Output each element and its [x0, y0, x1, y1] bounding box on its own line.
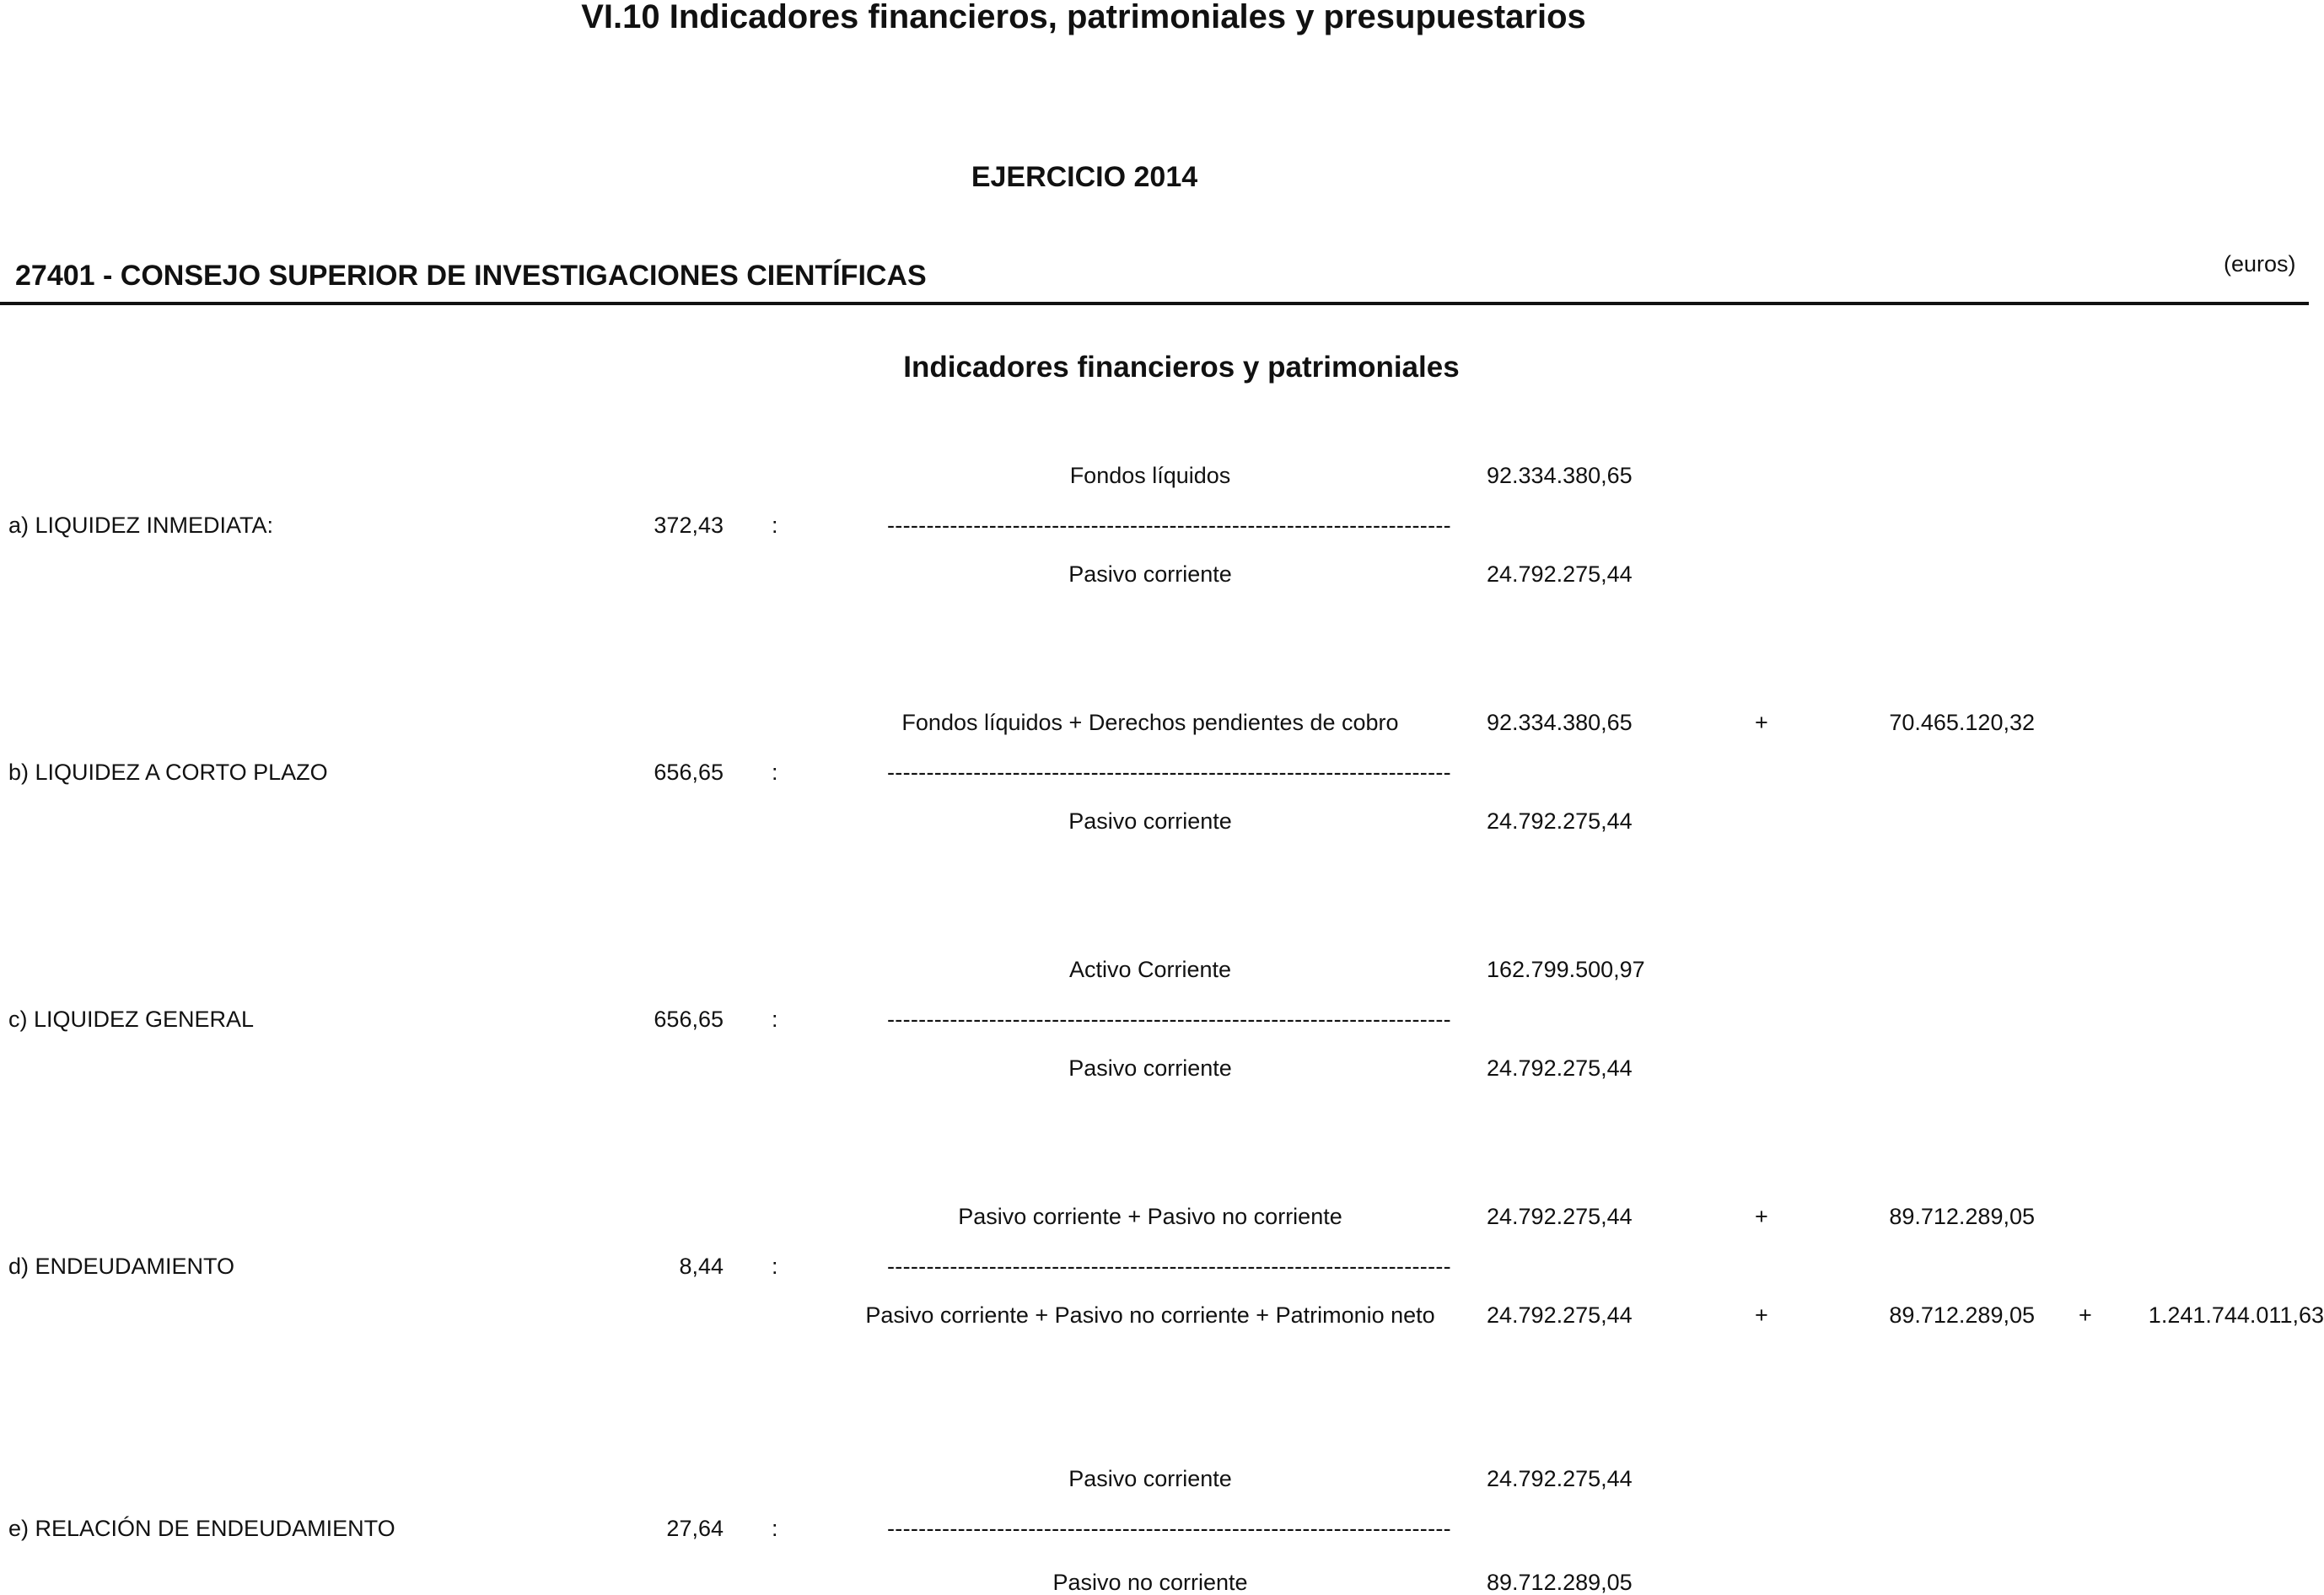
denominator-value-1: 89.712.289,05 [1487, 1570, 1633, 1595]
indicator-ratio: 8,44 [679, 1254, 724, 1279]
denominator-value-2: 89.712.289,05 [1889, 1302, 2035, 1328]
indicator-ratio: 27,64 [666, 1516, 724, 1541]
denominator-value-1: 24.792.275,44 [1487, 1302, 1633, 1328]
denominator-name: Pasivo corriente [1068, 561, 1232, 587]
indicator-label: b) LIQUIDEZ A CORTO PLAZO [8, 760, 328, 785]
ratio-separator: : [772, 1254, 778, 1279]
indicator-ratio: 372,43 [654, 513, 724, 538]
fraction-line: ------------------------------------------------------------------------ [887, 513, 1451, 538]
numerator-operator-1: + [1755, 710, 1768, 735]
ratio-separator: : [772, 513, 778, 538]
numerator-value-2: 70.465.120,32 [1889, 710, 2035, 735]
numerator-value-1: 162.799.500,97 [1487, 957, 1645, 982]
indicator-ratio: 656,65 [654, 1007, 724, 1032]
denominator-name: Pasivo no corriente [1052, 1570, 1248, 1595]
indicator-ratio: 656,65 [654, 760, 724, 785]
ratio-separator: : [772, 1516, 778, 1541]
numerator-value-1: 92.334.380,65 [1487, 463, 1633, 488]
denominator-value-1: 24.792.275,44 [1487, 808, 1633, 834]
denominator-value-1: 24.792.275,44 [1487, 561, 1633, 587]
header-divider [0, 302, 2309, 305]
numerator-value-2: 89.712.289,05 [1889, 1204, 2035, 1229]
numerator-value-1: 92.334.380,65 [1487, 710, 1633, 735]
denominator-value-1: 24.792.275,44 [1487, 1055, 1633, 1081]
entity-name: 27401 - CONSEJO SUPERIOR DE INVESTIGACIONES CIENTÍFICAS [15, 260, 927, 292]
report-title: VI.10 Indicadores financieros, patrimoniales y presupuestarios [581, 0, 1586, 35]
fraction-line: ------------------------------------------------------------------------ [887, 760, 1451, 785]
denominator-name: Pasivo corriente [1068, 808, 1232, 834]
numerator-value-1: 24.792.275,44 [1487, 1204, 1633, 1229]
fraction-line: ------------------------------------------------------------------------ [887, 1007, 1451, 1032]
numerator-name: Pasivo corriente + Pasivo no corriente [958, 1204, 1342, 1229]
numerator-value-1: 24.792.275,44 [1487, 1466, 1633, 1491]
fraction-line: ------------------------------------------------------------------------ [887, 1516, 1451, 1541]
numerator-name: Activo Corriente [1068, 957, 1232, 982]
numerator-name: Fondos líquidos + Derechos pendientes de cobro [901, 710, 1399, 735]
indicator-label: a) LIQUIDEZ INMEDIATA: [8, 513, 274, 538]
units-label: (euros) [2224, 251, 2296, 277]
numerator-name: Fondos líquidos [1069, 463, 1231, 488]
indicator-label: c) LIQUIDEZ GENERAL [8, 1007, 255, 1032]
section-title: Indicadores financieros y patrimoniales [903, 351, 1460, 384]
indicator-label: e) RELACIÓN DE ENDEUDAMIENTO [8, 1516, 395, 1541]
fraction-line: ------------------------------------------------------------------------ [887, 1254, 1451, 1279]
fiscal-year: EJERCICIO 2014 [971, 161, 1198, 193]
denominator-value-3: 1.241.744.011,63 [2148, 1302, 2324, 1328]
numerator-name: Pasivo corriente [1068, 1466, 1232, 1491]
denominator-operator-1: + [1755, 1302, 1768, 1328]
numerator-operator-1: + [1755, 1204, 1768, 1229]
denominator-name: Pasivo corriente [1068, 1055, 1232, 1081]
ratio-separator: : [772, 1007, 778, 1032]
indicator-label: d) ENDEUDAMIENTO [8, 1254, 235, 1279]
ratio-separator: : [772, 760, 778, 785]
denominator-operator-2: + [2079, 1302, 2092, 1328]
denominator-name: Pasivo corriente + Pasivo no corriente + Patrimonio neto [865, 1302, 1435, 1328]
